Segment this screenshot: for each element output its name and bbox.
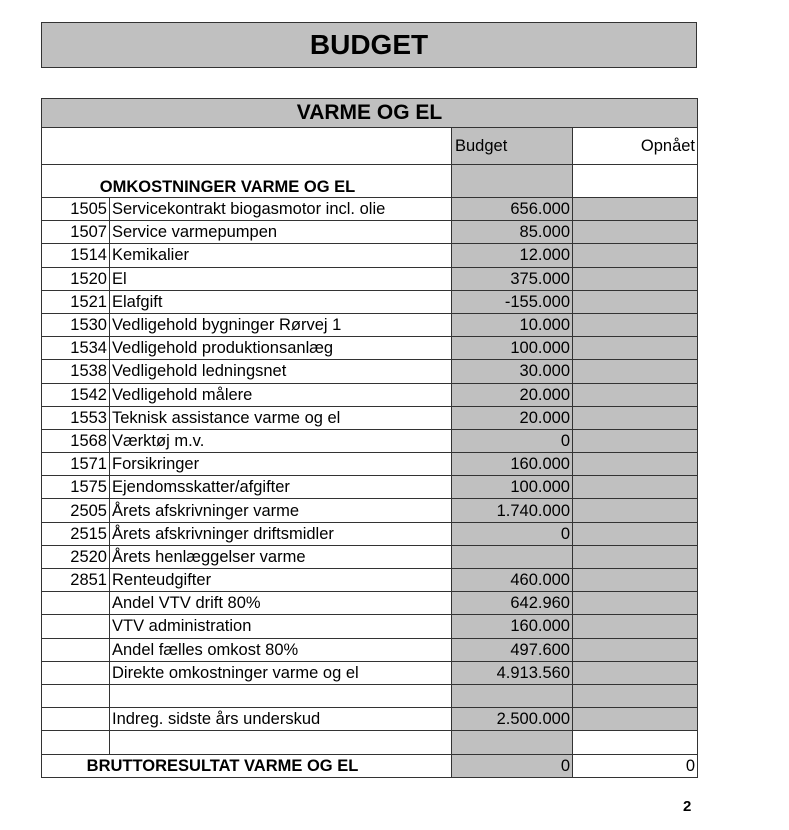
table-row: [42, 337, 698, 360]
spacer-achieved-cell: [573, 731, 698, 754]
budget-value: 0: [452, 522, 573, 545]
page-number: 2: [683, 798, 692, 815]
achieved-value: [573, 290, 698, 313]
budget-value: -155.000: [452, 290, 573, 313]
column-header-budget: Budget: [452, 128, 573, 165]
account-code: 1514: [42, 244, 110, 267]
achieved-value: [573, 499, 698, 522]
section-title: VARME OG EL: [42, 99, 698, 128]
table-row: [42, 522, 698, 545]
table-row: [42, 684, 698, 707]
spacer-budget-cell: [452, 731, 573, 754]
account-label: Årets afskrivninger driftsmidler: [110, 522, 452, 545]
account-code: 1568: [42, 429, 110, 452]
result-budget-value: 0: [452, 754, 573, 777]
budget-value: 10.000: [452, 313, 573, 336]
achieved-value: [573, 244, 698, 267]
achieved-value: [573, 383, 698, 406]
account-label: Vedligehold bygninger Rørvej 1: [110, 313, 452, 336]
table-row: [42, 708, 698, 731]
budget-table: [41, 98, 698, 778]
achieved-value: [573, 453, 698, 476]
account-code: 2505: [42, 499, 110, 522]
achieved-value: [573, 198, 698, 221]
account-label: Kemikalier: [110, 244, 452, 267]
budget-value: 100.000: [452, 476, 573, 499]
budget-value: 375.000: [452, 267, 573, 290]
achieved-value: [573, 221, 698, 244]
result-label: BRUTTORESULTAT VARME OG EL: [42, 754, 452, 777]
achieved-value: [573, 313, 698, 336]
group-label: OMKOSTNINGER VARME OG EL: [42, 165, 452, 198]
account-code: [42, 661, 110, 684]
result-row: [42, 754, 698, 777]
account-code: 1538: [42, 360, 110, 383]
account-label: Elafgift: [110, 290, 452, 313]
table-row: [42, 661, 698, 684]
account-label: Renteudgifter: [110, 569, 452, 592]
table-row: [42, 545, 698, 568]
table-row: [42, 476, 698, 499]
account-code: 1505: [42, 198, 110, 221]
spacer-row: [42, 731, 698, 754]
account-code: 1553: [42, 406, 110, 429]
budget-value: 4.913.560: [452, 661, 573, 684]
account-label: Service varmepumpen: [110, 221, 452, 244]
budget-value: 30.000: [452, 360, 573, 383]
group-header-row: [42, 165, 698, 198]
account-label: Servicekontrakt biogasmotor incl. olie: [110, 198, 452, 221]
achieved-value: [573, 267, 698, 290]
account-label: Andel VTV drift 80%: [110, 592, 452, 615]
account-code: [42, 708, 110, 731]
group-achieved-cell: [573, 165, 698, 198]
table-row: [42, 244, 698, 267]
account-code: 1571: [42, 453, 110, 476]
achieved-value: [573, 476, 698, 499]
account-code: [42, 684, 110, 707]
account-label: Vedligehold produktionsanlæg: [110, 337, 452, 360]
account-code: [42, 638, 110, 661]
achieved-value: [573, 337, 698, 360]
budget-value: 0: [452, 429, 573, 452]
budget-value: 2.500.000: [452, 708, 573, 731]
achieved-value: [573, 406, 698, 429]
achieved-value: [573, 429, 698, 452]
table-row: [42, 592, 698, 615]
account-label: Vedligehold ledningsnet: [110, 360, 452, 383]
table-row: [42, 453, 698, 476]
account-label: Andel fælles omkost 80%: [110, 638, 452, 661]
table-row: [42, 429, 698, 452]
budget-value: 642.960: [452, 592, 573, 615]
table-row: [42, 313, 698, 336]
account-code: 2851: [42, 569, 110, 592]
budget-value: [452, 545, 573, 568]
account-label: Årets henlæggelser varme: [110, 545, 452, 568]
budget-value: 656.000: [452, 198, 573, 221]
budget-value: 1.740.000: [452, 499, 573, 522]
table-row: [42, 638, 698, 661]
table-row: [42, 383, 698, 406]
table-row: [42, 290, 698, 313]
page-title: BUDGET: [41, 22, 697, 68]
achieved-value: [573, 615, 698, 638]
account-code: [42, 592, 110, 615]
account-code: 1507: [42, 221, 110, 244]
account-code: [42, 615, 110, 638]
account-code: 1534: [42, 337, 110, 360]
column-header-row: [42, 128, 698, 165]
budget-value: 20.000: [452, 406, 573, 429]
account-label: Forsikringer: [110, 453, 452, 476]
account-code: 1520: [42, 267, 110, 290]
budget-value: 85.000: [452, 221, 573, 244]
table-row: [42, 267, 698, 290]
budget-value: 160.000: [452, 453, 573, 476]
table-row: [42, 615, 698, 638]
budget-value: [452, 684, 573, 707]
account-label: Ejendomsskatter/afgifter: [110, 476, 452, 499]
account-label: Direkte omkostninger varme og el: [110, 661, 452, 684]
account-code: 1575: [42, 476, 110, 499]
budget-value: 497.600: [452, 638, 573, 661]
spacer-code-cell: [42, 731, 110, 754]
budget-value: 100.000: [452, 337, 573, 360]
table-row: [42, 198, 698, 221]
header-blank-cell: [42, 128, 452, 165]
account-label: Årets afskrivninger varme: [110, 499, 452, 522]
achieved-value: [573, 684, 698, 707]
account-code: 2515: [42, 522, 110, 545]
achieved-value: [573, 708, 698, 731]
achieved-value: [573, 638, 698, 661]
achieved-value: [573, 545, 698, 568]
achieved-value: [573, 592, 698, 615]
achieved-value: [573, 569, 698, 592]
table-row: [42, 360, 698, 383]
account-label: Indreg. sidste års underskud: [110, 708, 452, 731]
group-budget-cell: [452, 165, 573, 198]
account-label: Vedligehold målere: [110, 383, 452, 406]
table-row: [42, 221, 698, 244]
achieved-value: [573, 661, 698, 684]
account-label: Værktøj m.v.: [110, 429, 452, 452]
budget-value: 160.000: [452, 615, 573, 638]
achieved-value: [573, 522, 698, 545]
table-row: [42, 499, 698, 522]
account-code: 1530: [42, 313, 110, 336]
account-code: 2520: [42, 545, 110, 568]
account-code: 1542: [42, 383, 110, 406]
account-label: VTV administration: [110, 615, 452, 638]
table-row: [42, 569, 698, 592]
budget-value: 460.000: [452, 569, 573, 592]
account-code: 1521: [42, 290, 110, 313]
table-row: [42, 406, 698, 429]
account-label: El: [110, 267, 452, 290]
result-achieved-value: 0: [573, 754, 698, 777]
spacer-label-cell: [110, 731, 452, 754]
account-label: [110, 684, 452, 707]
column-header-achieved: Opnået: [573, 128, 698, 165]
section-title-row: [42, 99, 698, 128]
achieved-value: [573, 360, 698, 383]
budget-value: 12.000: [452, 244, 573, 267]
budget-value: 20.000: [452, 383, 573, 406]
account-label: Teknisk assistance varme og el: [110, 406, 452, 429]
